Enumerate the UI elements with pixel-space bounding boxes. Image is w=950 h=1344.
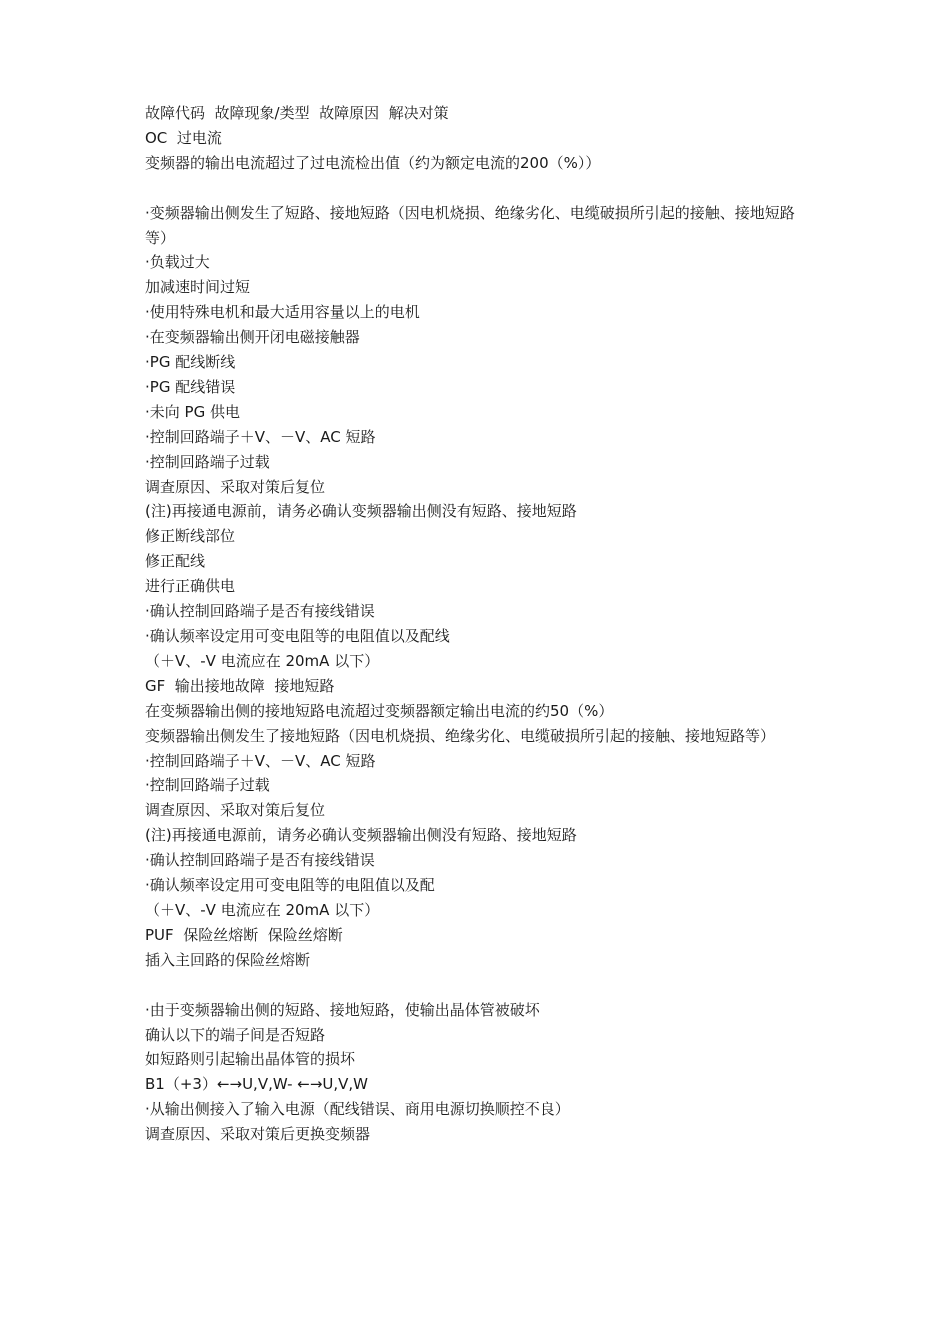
text-line: ·确认控制回路端子是否有接线错误 [145, 851, 375, 870]
text-line: ·使用特殊电机和最大适用容量以上的电机 [145, 303, 420, 322]
text-line: ·控制回路端子过载 [145, 452, 270, 471]
text-line: B1（+3）←→U,V,W- ←→U,V,W [145, 1075, 369, 1094]
text-line: 变频器的输出电流超过了过电流检出值（约为额定电流的200（%）） [145, 153, 601, 172]
text-line: 修正断线部位 [145, 527, 236, 546]
text-line: 修正配线 [145, 552, 206, 571]
text-line: ·PG 配线错误 [145, 377, 236, 396]
text-line: 调查原因、采取对策后更换变频器 [145, 1125, 371, 1144]
text-line: ·控制回路端子＋V、－V、AC 短路 [145, 427, 376, 446]
text-line: GF 输出接地故障 接地短路 [145, 676, 335, 695]
text-line: 变频器输出侧发生了接地短路（因电机烧损、绝缘劣化、电缆破损所引起的接触、接地短路等） [145, 726, 776, 745]
text-line: 插入主回路的保险丝熔断 [145, 950, 311, 969]
text-line: （＋V、-V 电流应在 20mA 以下） [145, 900, 380, 919]
text-line: （＋V、-V 电流应在 20mA 以下） [145, 651, 380, 670]
text-line: 确认以下的端子间是否短路 [145, 1025, 326, 1044]
text-line: ·确认频率设定用可变电阻等的电阻值以及配 [145, 876, 435, 895]
text-line: 加减速时间过短 [145, 278, 251, 297]
blank-line [145, 176, 815, 201]
text-line: 调查原因、采取对策后复位 [145, 477, 326, 496]
text-line: 调查原因、采取对策后复位 [145, 801, 326, 820]
text-line: ·负载过大 [145, 253, 210, 272]
text-line: (注)再接通电源前，请务必确认变频器输出侧没有短路、接地短路 [145, 826, 577, 845]
text-line: 如短路则引起输出晶体管的损坏 [145, 1050, 356, 1069]
text-line: ·确认控制回路端子是否有接线错误 [145, 602, 375, 621]
text-line: 在变频器输出侧的接地短路电流超过变频器额定输出电流的约50（%） [145, 701, 614, 720]
text-line: ·从输出侧接入了输入电源（配线错误、商用电源切换顺控不良） [145, 1100, 570, 1119]
text-line: 故障代码 故障现象/类型 故障原因 解决对策 [145, 104, 449, 122]
text-line: (注)再接通电源前，请务必确认变频器输出侧没有短路、接地短路 [145, 502, 577, 521]
text-line: ·未向 PG 供电 [145, 402, 240, 421]
document-body [145, 101, 815, 1147]
text-line: ·控制回路端子过载 [145, 776, 270, 795]
blank-line [145, 973, 815, 998]
text-line: ·变频器输出侧发生了短路、接地短路（因电机烧损、绝缘劣化、电缆破损所引起的接触、接地短路等） [145, 203, 795, 247]
text-line: ·控制回路端子＋V、－V、AC 短路 [145, 751, 376, 770]
text-line: ·在变频器输出侧开闭电磁接触器 [145, 328, 360, 347]
text-line: PUF 保险丝熔断 保险丝熔断 [145, 925, 343, 944]
text-line: OC 过电流 [145, 128, 222, 147]
text-line: 进行正确供电 [145, 577, 236, 596]
text-line: ·确认频率设定用可变电阻等的电阻值以及配线 [145, 627, 450, 646]
text-line: ·PG 配线断线 [145, 353, 236, 372]
text-line: ·由于变频器输出侧的短路、接地短路，使输出晶体管被破坏 [145, 1000, 540, 1019]
